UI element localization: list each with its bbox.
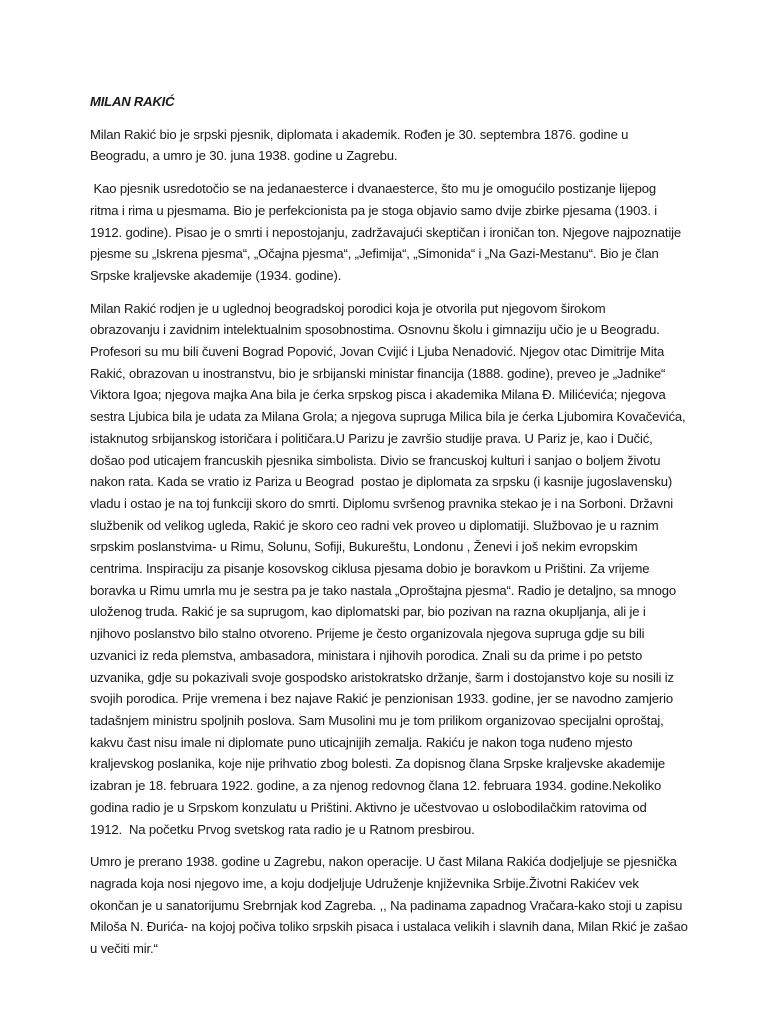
paragraph-biography (90, 298, 690, 841)
text-line: istaknutog srbijanskog istoričara i političara.U Parizu je završio studije prava. U Pariz je, kao i Dučić, (90, 430, 653, 446)
paragraph-poetry (90, 178, 690, 287)
text-line: Miloša N. Đurića- na kojoj počiva toliko srpskih pisaca i ustalaca velikih i slavnih dana, Milan Rkić je zašao (90, 919, 688, 935)
text-line: Kao pjesnik usredotočio se na jedanaesterce i dvanaesterce, što mu je omogućilo postizanje lijepog (90, 181, 656, 197)
text-line: 1912. godine). Pisao je o smrti i nepostojanju, zadržavajući skeptičan i ironičan ton. Njegove najpoznatije (90, 224, 681, 240)
document-body (90, 91, 690, 971)
text-line: nagrada koja nosi njegovo ime, a koju dodjeljuje Udruženje književnika Srbije.Životni Rakićev vek (90, 875, 639, 891)
text-line: Viktora Igoa; njegova majka Ana bila je ćerka srpskog pisca i akademika Milana Đ. Milićevića; njegova (90, 387, 666, 403)
text-line: došao pod uticajem francuskih pjesnika simbolista. Divio se francuskoj kulturi i sanjao o boljem životu (90, 452, 661, 468)
text-line: uloženog truda. Rakić je sa suprugom, kao diplomatski par, bio pozivan na razna okupljanja, ali je i (90, 604, 646, 620)
text-line: uzvanika, gdje su pokazivali svoje gospodsko aristokratsko držanje, šarm i dostojanstvo koje su nosili iz (90, 669, 674, 685)
text-line: boravka u Rimu umrla mu je sestra pa je tako nastala „Oproštajna pjesma“. Radio je detaljno, sa mnogo (90, 582, 677, 598)
text-line: vladu i ostao je na toj funkciji skoro do smrti. Diplomu svršenog pravnika stekao je i na Sorboni. Državni (90, 495, 674, 511)
text-line: 1912. Na početku Prvog svetskog rata radio je u Ratnom presbirou. (90, 821, 475, 837)
text-line: tadašnjem ministru spoljnih poslova. Sam Musolini mu je tom prilikom organizovao specijalni oproštaj, (90, 712, 664, 728)
text-line: godina radio je u Srpskom konzulatu u Prištini. Aktivno je učestvovao u oslobodilačkim ratovima od (90, 799, 647, 815)
document-title: MILAN RAKIĆ (90, 94, 175, 109)
text-line: okončan je u sanatorijumu Srebrnjak kod Zagreba. ,, Na padinama zapadnog Vračara-kako stoji u zapisu (90, 897, 683, 913)
text-line: Beogradu, a umro je 30. juna 1938. godine u Zagrebu. (90, 148, 398, 164)
paragraph-death (90, 851, 690, 960)
text-line: Milan Rakić rodjen je u uglednoj beogradskoj porodici koja je otvorila put njegovom širokom (90, 300, 606, 316)
text-line: centrima. Inspiraciju za pisanje kosovskog ciklusa pjesama dobio je boravkom u Prištini. Za vrijeme (90, 561, 650, 577)
text-line: ritma i rima u pjesmama. Bio je perfekcionista pa je stoga objavio samo dvije zbirke pjesama (1903. i (90, 202, 658, 218)
text-line: u večiti mir.“ (90, 941, 158, 957)
text-line: pjesme su „Iskrena pjesma“, „Očajna pjesma“, „Jefimija“, „Simonida“ i „Na Gazi-Mestanu“. Bio je član (90, 246, 659, 262)
paragraph-intro (90, 124, 690, 167)
text-line: službenik od velikog ugleda, Rakić je skoro ceo radni vek proveo u diplomatiji. Službovao je u raznim (90, 517, 659, 533)
text-line: izabran je 18. februara 1922. godine, a za njenog redovnog člana 12. februara 1934. godine.Nekoliko (90, 778, 662, 794)
text-line: Srpske kraljevske akademije (1934. godine). (90, 267, 342, 283)
text-line: nakon rata. Kada se vratio iz Pariza u Beograd postao je diplomata za srpsku (i kasnije jugoslavensku) (90, 474, 673, 490)
text-line: Rakić, obrazovan u inostranstvu, bio je srbijanski ministar financija (1888. godine), preveo je „Jadnike“ (90, 365, 666, 381)
text-line: Profesori su mu bili čuveni Bograd Popović, Jovan Cvijić i Ljuba Nenadović. Njegov otac Dimitrije Mita (90, 344, 665, 360)
text-line: uzvanici iz reda plemstva, ambasadora, ministara i njihovih porodica. Znali su da prime i po petsto (90, 647, 643, 663)
text-line: Umro je prerano 1938. godine u Zagrebu, nakon operacije. U čast Milana Rakića dodjeljuje se pjesnička (90, 854, 677, 870)
text-line: srpskim poslanstvima- u Rimu, Solunu, Sofiji, Bukureštu, Londonu , Ženevi i još nekim evropskim (90, 539, 638, 555)
text-line: kraljevskog poslanika, koje nije prihvatio zbog bolesti. Za dopisnog člana Srpske kraljevske akademije (90, 756, 665, 772)
text-line: Milan Rakić bio je srpski pjesnik, diplomata i akademik. Rođen je 30. septembra 1876. godine u (90, 126, 629, 142)
text-line: obrazovanju i zavidnim intelektualnim sposobnostima. Osnovnu školu i gimnaziju učio je u Beogradu. (90, 322, 660, 338)
text-line: njihovo poslanstvo bilo stalno otvoreno. Prijeme je često organizovala njegova supruga gdje su bili (90, 626, 645, 642)
text-line: svojih porodica. Prije vremena i bez najave Rakić je penzionisan 1933. godine, jer se navodno zamjerio (90, 691, 673, 707)
text-line: kakvu čast nisu imale ni diplomate puno uticajnijih zemalja. Rakiću je nakon toga nuđeno mjesto (90, 734, 633, 750)
text-line: sestra Ljubica bila je udata za Milana Grola; a njegova supruga Milica bila je ćerka Ljubomira Kovačevića, (90, 409, 686, 425)
